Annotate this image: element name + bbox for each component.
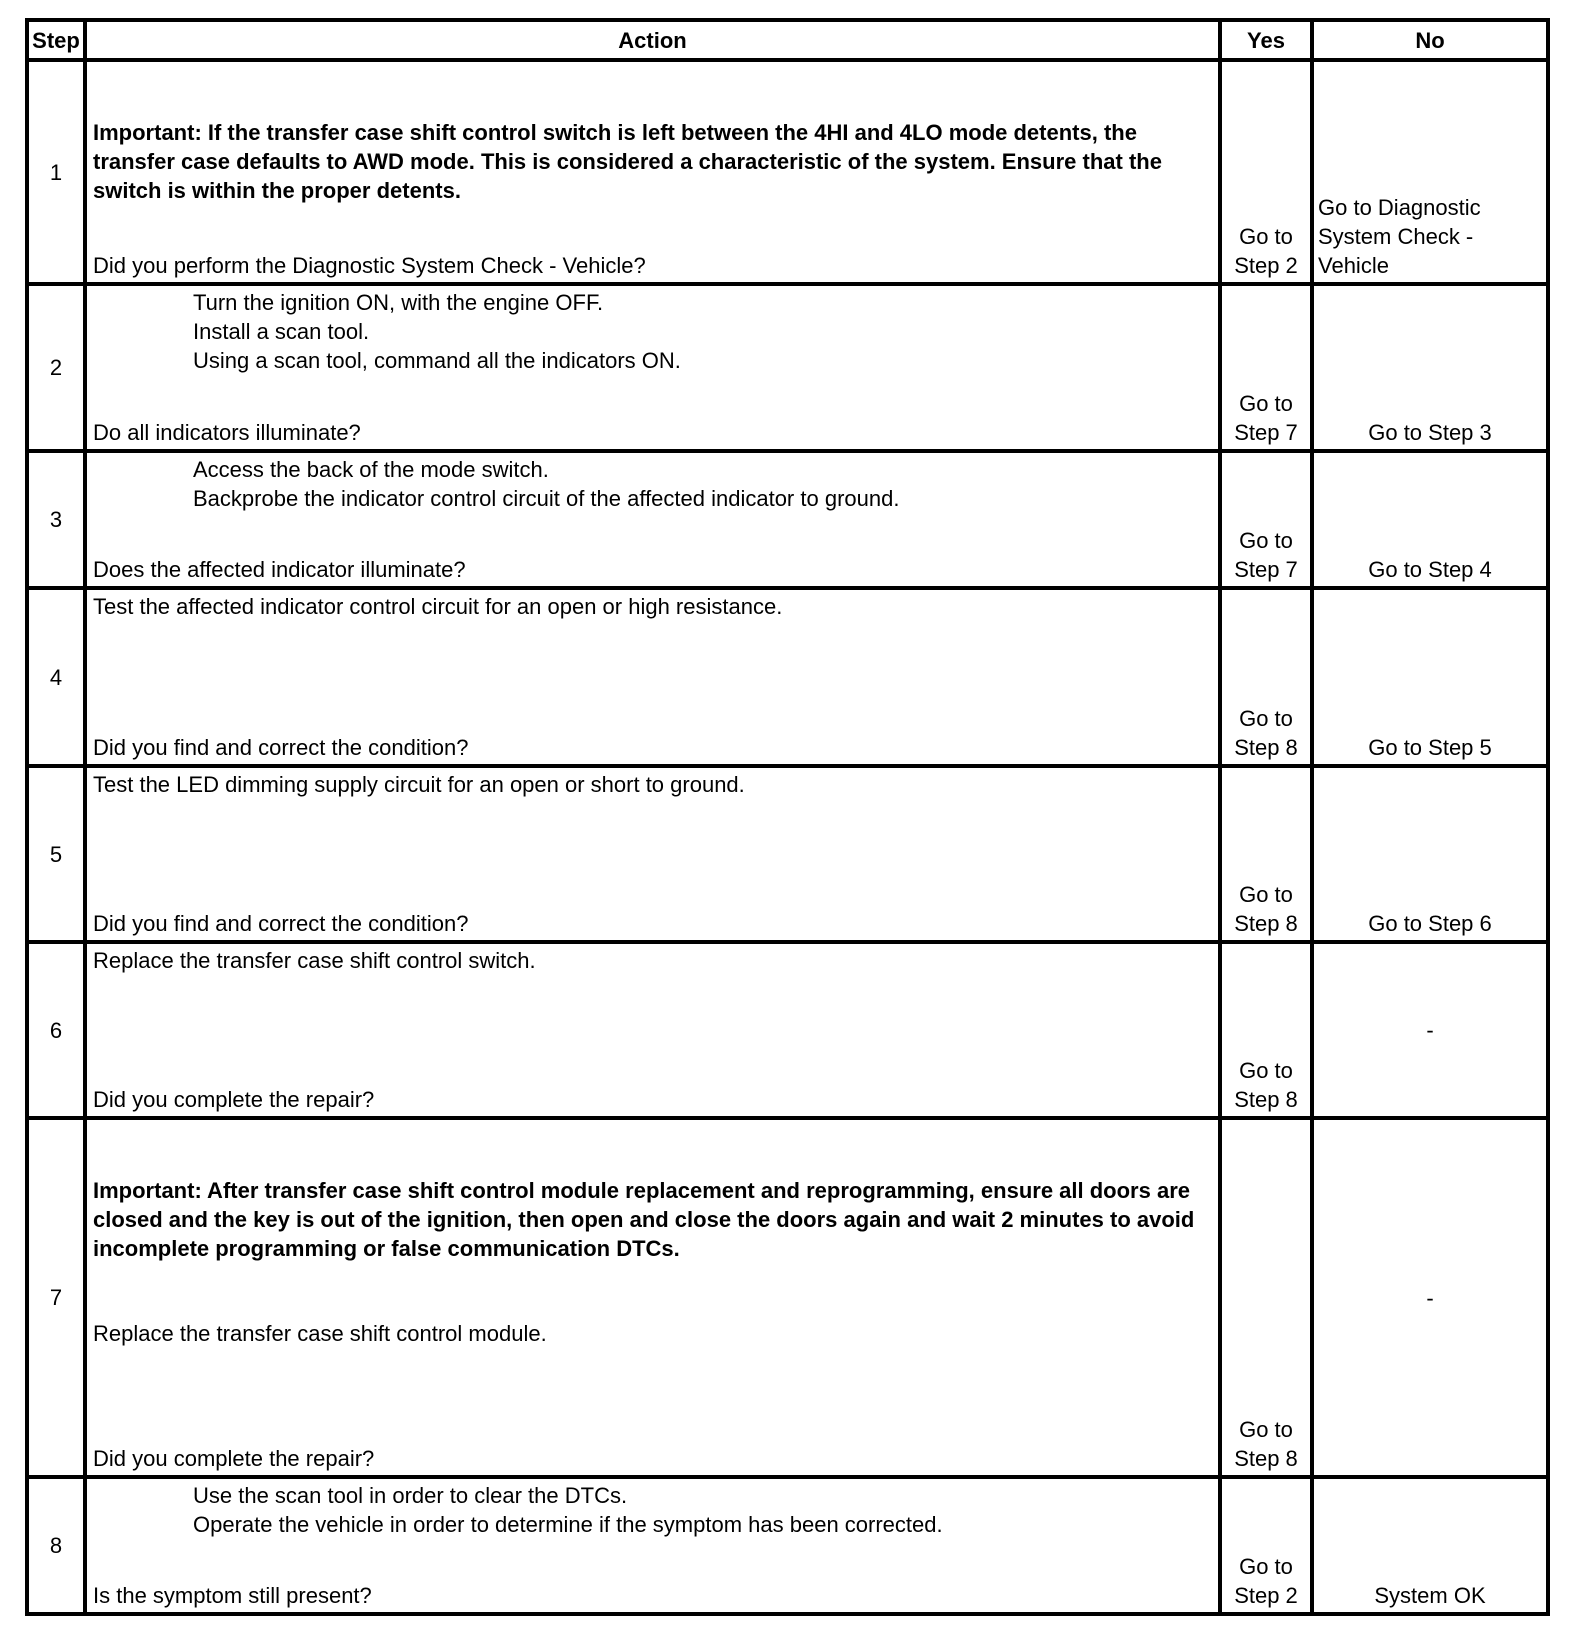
no-cell bbox=[1312, 942, 1548, 1118]
no-link[interactable]: Go to Step 5 bbox=[1368, 735, 1492, 760]
no-value: - bbox=[1426, 1285, 1434, 1310]
table-row bbox=[27, 1118, 1548, 1477]
action-line: Operate the vehicle in order to determine if the symptom has been corrected. bbox=[193, 1512, 943, 1537]
no-link[interactable]: Go to Step 3 bbox=[1368, 420, 1492, 445]
question: Did you find and correct the condition? bbox=[93, 911, 469, 936]
no-link[interactable]: Go to Diagnostic System Check - Vehicle bbox=[1318, 195, 1481, 278]
step-number: 6 bbox=[27, 942, 85, 1118]
action-cell bbox=[85, 942, 1220, 1118]
important-note: Important: After transfer case shift control module replacement and reprogramming, ensure all doors are closed and the key is out of the ignition, then open and close the doors again and wait 2 minutes to avoid incomplete programming or false communication DTCs. bbox=[93, 1178, 1195, 1261]
yes-link[interactable]: Go to Step 8 bbox=[1234, 1417, 1298, 1471]
yes-cell bbox=[1220, 1118, 1312, 1477]
action-line: Using a scan tool, command all the indicators ON. bbox=[193, 348, 681, 373]
table-row bbox=[27, 451, 1548, 588]
header-yes: Yes bbox=[1220, 20, 1312, 60]
header-action: Action bbox=[85, 20, 1220, 60]
yes-link[interactable]: Go to Step 7 bbox=[1234, 391, 1298, 445]
step-number: 3 bbox=[27, 451, 85, 588]
important-note: Important: If the transfer case shift control switch is left between the 4HI and 4LO mode detents, the transfer case defaults to AWD mode. This is considered a characteristic of the system. Ensure that the switch is within the proper detents. bbox=[93, 120, 1162, 203]
action-cell bbox=[85, 284, 1220, 451]
no-cell bbox=[1312, 451, 1548, 588]
no-cell bbox=[1312, 588, 1548, 766]
table-row bbox=[27, 942, 1548, 1118]
yes-cell bbox=[1220, 284, 1312, 451]
table-row bbox=[27, 588, 1548, 766]
step-number: 4 bbox=[27, 588, 85, 766]
action-line: Access the back of the mode switch. bbox=[193, 457, 549, 482]
question: Did you complete the repair? bbox=[93, 1087, 375, 1112]
action-text: Test the LED dimming supply circuit for an open or short to ground. bbox=[93, 772, 745, 797]
yes-cell bbox=[1220, 60, 1312, 284]
action-cell bbox=[85, 451, 1220, 588]
table-row bbox=[27, 1477, 1548, 1614]
action-cell bbox=[85, 1118, 1220, 1477]
yes-link[interactable]: Go to Step 2 bbox=[1234, 224, 1298, 278]
action-text: Replace the transfer case shift control module. bbox=[93, 1321, 547, 1346]
no-cell bbox=[1312, 1477, 1548, 1614]
no-link[interactable]: Go to Step 6 bbox=[1368, 911, 1492, 936]
diagnostic-table bbox=[25, 18, 1550, 1616]
yes-link[interactable]: Go to Step 8 bbox=[1234, 882, 1298, 936]
yes-cell bbox=[1220, 766, 1312, 942]
step-number: 5 bbox=[27, 766, 85, 942]
question: Is the symptom still present? bbox=[93, 1583, 372, 1608]
yes-link[interactable]: Go to Step 2 bbox=[1234, 1554, 1298, 1608]
no-cell bbox=[1312, 60, 1548, 284]
action-line: Turn the ignition ON, with the engine OFF. bbox=[193, 290, 604, 315]
yes-link[interactable]: Go to Step 8 bbox=[1234, 706, 1298, 760]
action-text: Replace the transfer case shift control switch. bbox=[93, 948, 536, 973]
yes-link[interactable]: Go to Step 8 bbox=[1234, 1058, 1298, 1112]
yes-cell bbox=[1220, 942, 1312, 1118]
table-row bbox=[27, 284, 1548, 451]
header-step: Step bbox=[27, 20, 85, 60]
step-number: 2 bbox=[27, 284, 85, 451]
step-number: 7 bbox=[27, 1118, 85, 1477]
no-value: System OK bbox=[1374, 1583, 1486, 1608]
action-cell bbox=[85, 588, 1220, 766]
step-number: 1 bbox=[27, 60, 85, 284]
action-line: Use the scan tool in order to clear the DTCs. bbox=[193, 1483, 628, 1508]
question: Does the affected indicator illuminate? bbox=[93, 557, 466, 582]
action-line: Backprobe the indicator control circuit of the affected indicator to ground. bbox=[193, 486, 900, 511]
action-cell bbox=[85, 1477, 1220, 1614]
no-link[interactable]: Go to Step 4 bbox=[1368, 557, 1492, 582]
step-number: 8 bbox=[27, 1477, 85, 1614]
yes-cell bbox=[1220, 1477, 1312, 1614]
no-value: - bbox=[1426, 1017, 1434, 1043]
yes-link[interactable]: Go to Step 7 bbox=[1234, 528, 1298, 582]
yes-cell bbox=[1220, 451, 1312, 588]
header-no: No bbox=[1312, 20, 1548, 60]
no-cell bbox=[1312, 766, 1548, 942]
action-cell bbox=[85, 766, 1220, 942]
table-row bbox=[27, 766, 1548, 942]
question: Did you complete the repair? bbox=[93, 1446, 375, 1471]
no-cell bbox=[1312, 284, 1548, 451]
no-cell bbox=[1312, 1118, 1548, 1477]
action-text: Test the affected indicator control circuit for an open or high resistance. bbox=[93, 594, 783, 619]
yes-cell bbox=[1220, 588, 1312, 766]
header-row bbox=[27, 20, 1548, 60]
question: Did you perform the Diagnostic System Check - Vehicle? bbox=[93, 253, 646, 278]
action-cell bbox=[85, 60, 1220, 284]
question: Do all indicators illuminate? bbox=[93, 420, 361, 445]
question: Did you find and correct the condition? bbox=[93, 735, 469, 760]
table-row bbox=[27, 60, 1548, 284]
action-line: Install a scan tool. bbox=[193, 319, 370, 344]
